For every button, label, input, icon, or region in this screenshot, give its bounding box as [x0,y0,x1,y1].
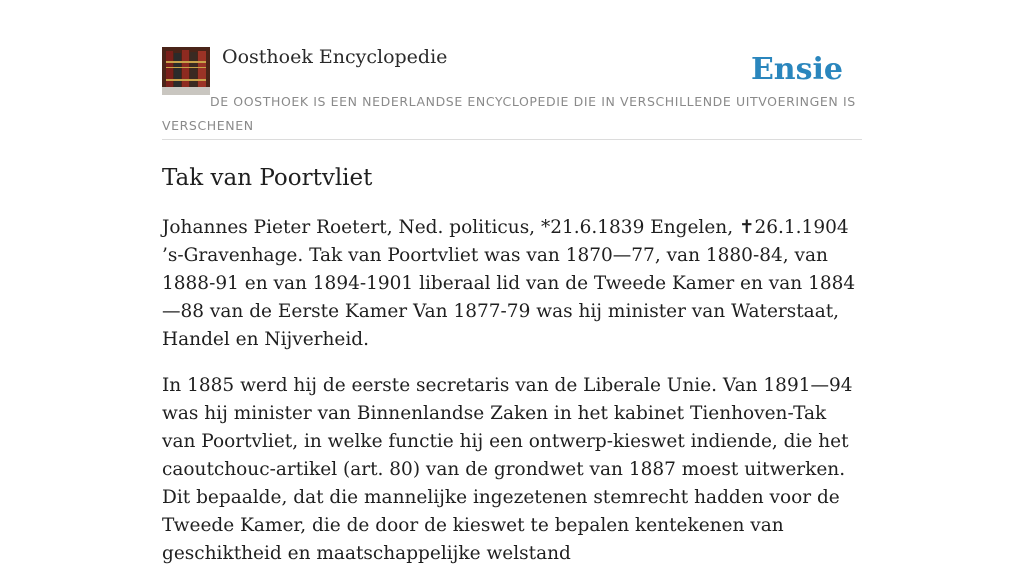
site-tagline: DE OOSTHOEK IS EEN NEDERLANDSE ENCYCLOPEDIE DIE IN VERSCHILLENDE UITVOERINGEN IS VERSCHENEN [162,94,856,133]
article [162,162,862,568]
header-divider [162,139,862,140]
article-title: Tak van Poortvliet [162,165,373,191]
brand-logo-link[interactable]: Ensie [750,52,843,87]
article-paragraph-2: In 1885 werd hij de eerste secretaris van de Liberale Unie. Van 1891—94 was hij minister van Binnenlandse Zaken in het kabinet Tienhoven-Tak van Poortvliet, in welke functie hij een ontwerp-kieswet indiende, die het caoutchouc-artikel (art. 80) van de grondwet van 1887 moest uitwerken. Dit bepaalde, dat die mannelijke ingezetenen stemrecht hadden voor de Tweede Kamer, die de door de kieswet te bepalen kentekenen van geschiktheid en maatschappelijke welstand [162,375,853,564]
encyclopedia-books-icon [162,47,210,95]
article-paragraph-1: Johannes Pieter Roetert, Ned. politicus, *21.6.1839 Engelen, ✝26.1.1904 ’s-Gravenhage. Tak van Poortvliet was van 1870—77, van 1880-84, van 1888-91 en van 1894-1901 liberaal lid van de Tweede Kamer en van 1884—88 van de Eerste Kamer Van 1877-79 was hij minister van Waterstaat, Handel en Nijverheid. [162,217,856,350]
site-name[interactable]: Oosthoek Encyclopedie [222,46,448,68]
avatar[interactable] [162,47,210,95]
